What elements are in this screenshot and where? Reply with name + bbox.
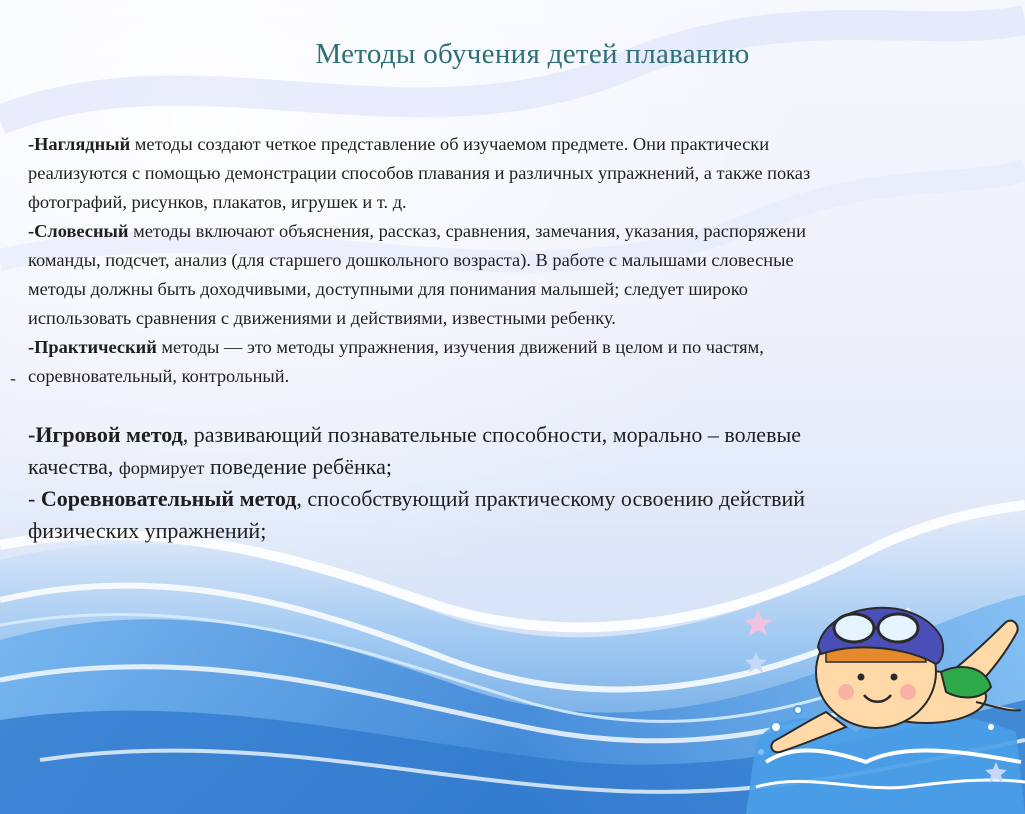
visual-method-label: -Наглядный (28, 134, 131, 154)
swimming-boy-illustration (736, 592, 1025, 814)
list-marker: - (10, 368, 16, 388)
practical-method-line-1: -Практический методы — это методы упражнения, изучения движений в целом и по частям, (28, 337, 764, 357)
game-method-label: -Игровой метод (28, 422, 183, 447)
competitive-method-line-2: физических упражнений; (28, 518, 267, 543)
verbal-method-label: -Словесный (28, 221, 129, 241)
verbal-method-line-2: команды, подсчет, анализ (для старшего дошкольного возраста). В работе с малышами словесные (28, 250, 794, 270)
verbal-method-line-3: методы должны быть доходчивыми, доступными для понимания малышей; следует широко (28, 279, 748, 299)
page-title: Методы обучения детей плаванию (315, 38, 750, 70)
game-method-line-1: -Игровой метод, развивающий познавательные способности, морально – волевые (28, 422, 802, 447)
competitive-method-line-1: - Соревновательный метод, способствующий практическому освоению действий (28, 486, 806, 511)
star-icon (745, 652, 767, 673)
competitive-method-label: Соревновательный метод (40, 486, 297, 511)
verbal-method-line-1: -Словесный методы включают объяснения, рассказ, сравнения, замечания, указания, распоряжени (28, 221, 806, 241)
practical-method-label: -Практический (28, 337, 157, 357)
visual-method-line-2: реализуются с помощью демонстрации способов плавания и различных упражнений, а также показ (28, 163, 811, 183)
visual-method-line-1: -Наглядный методы создают четкое представление об изучаемом предмете. Они практически (28, 134, 770, 154)
star-icon (744, 610, 772, 636)
verbal-method-line-4: использовать сравнения с движениями и действиями, известными ребенку. (28, 308, 616, 328)
practical-method-line-2: соревновательный, контрольный. (28, 366, 290, 386)
visual-method-line-3: фотографий, рисунков, плакатов, игрушек и т. д. (28, 192, 407, 212)
game-method-line-2: качества, формирует поведение ребёнка; (28, 454, 392, 479)
